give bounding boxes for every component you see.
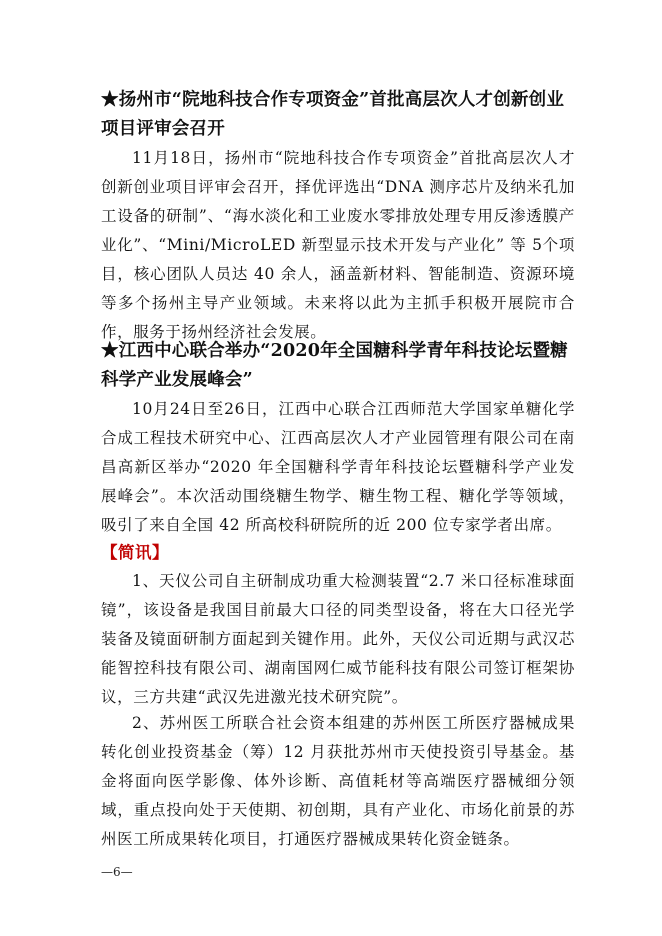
article-2-body: 10月24日至26日，江西中心联合江西师范大学国家单糖化学合成工程技术研究中心、江西高层次人才产业园管理有限公司在南昌高新区举办“2020 年全国糖科学青年科技论坛暨糖科学产业发展峰会”。本次活动围绕糖生物学、糖生物工程、糖化学等领域，吸引了来自全国 42 所高校科研院所的近 200 位专家学者出席。 — [101, 400, 575, 534]
brief-item-2: 2、苏州医工所联合社会资本组建的苏州医工所医疗器械成果转化创业投资基金（筹）12 月获批苏州市天使投资引导基金。基金将面向医学影像、体外诊断、高值耗材等高端医疗器械细分领域，重点投向处于天使期、初创期，具有产业化、市场化前景的苏州医工所成果转化项目，打通医疗器械成果转化资金链条。 — [101, 714, 575, 848]
article-1-title: ★扬州市“院地科技合作专项资金”首批高层次人才创新创业项目评审会召开 — [101, 90, 565, 139]
page-number: —6— — [101, 865, 133, 879]
article-2-title: ★江西中心联合举办“2020年全国糖科学青年科技论坛暨糖科学产业发展峰会” — [101, 341, 568, 390]
article-1-body: 11月18日，扬州市“院地科技合作专项资金”首批高层次人才创新创业项目评审会召开，择优评选出“DNA 测序芯片及纳米孔加工设备的研制”、“海水淡化和工业废水零排放处理专用反渗透膜产业化”、“Mini/MicroLED 新型显示技术开发与产业化” 等 5个项目，核心团队人员达 40 余人，涵盖新材料、智能制造、资源环境等多个扬州主导产业领域。未来将以此为主抓手积极开展院市合作，服务于扬州经济社会发展。 — [101, 149, 575, 341]
brief-item-1: 1、天仪公司自主研制成功重大检测装置“2.7 米口径标准球面镜”，该设备是我国目前最大口径的同类型设备，将在大口径光学装备及镜面研制方面起到关键作用。此外，天仪公司近期与武汉芯能智控科技有限公司、湖南国网仁威节能科技有限公司签订框架协议，三方共建“武汉先进激光技术研究院”。 — [101, 572, 575, 706]
briefs-section-label: 【简讯】 — [101, 543, 169, 562]
